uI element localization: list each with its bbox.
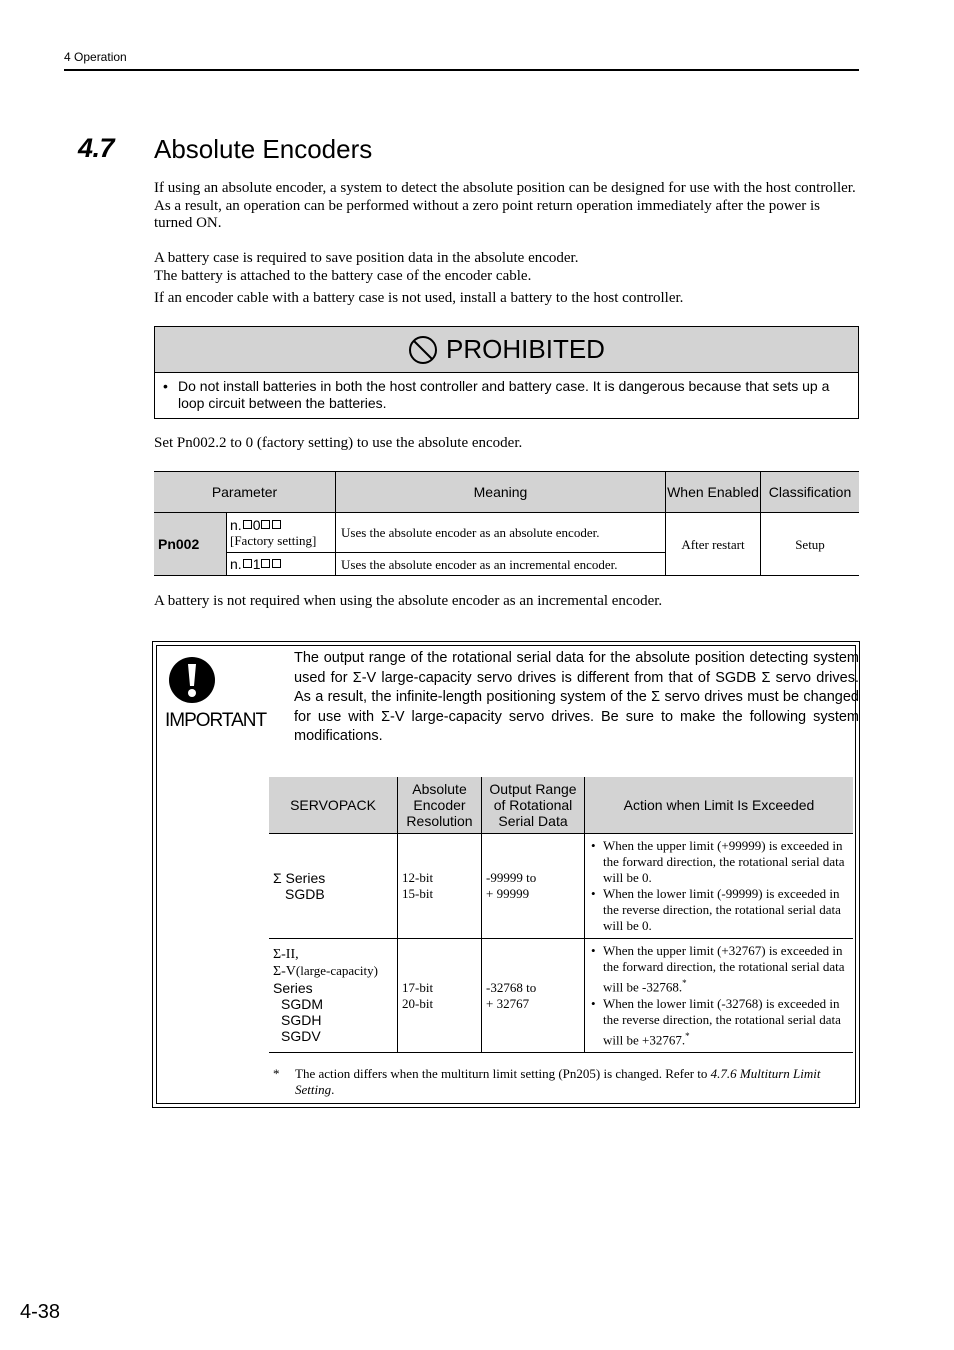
meaning-incremental: Uses the absolute encoder as an incremental encoder. (336, 553, 666, 576)
resolution-value: 20-bit (402, 995, 434, 1011)
servopack-table (269, 777, 853, 1053)
action-item: • When the lower limit (-32768) is exceeded in the reverse direction, the rotational serial data will be +32767.* (591, 995, 841, 1047)
resolution-cell (398, 834, 482, 939)
resolution-value: 12-bit (402, 870, 434, 885)
series-name: Σ Series (273, 870, 326, 886)
model-name: SGDB (285, 886, 325, 902)
digit-placeholder (272, 520, 281, 529)
important-box (152, 641, 860, 1108)
when-enabled-value: After restart (666, 513, 761, 576)
resolution-cell (398, 939, 482, 1053)
meaning-absolute: Uses the absolute encoder as an absolute encoder. (336, 513, 666, 553)
footnote-reference-link[interactable]: 4.7.6 Multiturn Limit Setting (295, 1066, 821, 1097)
section-number: 4.7 (78, 133, 115, 163)
header-parameter: Parameter (154, 472, 336, 513)
battery-paragraph-1: A battery case is required to save position data in the absolute encoder. (154, 250, 579, 266)
header-action: Action when Limit Is Exceeded (585, 777, 854, 834)
prohibited-title: PROHIBITED (446, 334, 605, 364)
resolution-value: 15-bit (402, 886, 434, 901)
page-number: 4-38 (20, 1301, 61, 1323)
header-classification: Classification (761, 472, 860, 513)
factory-setting-note: [Factory setting] (230, 532, 317, 548)
series-name: Σ-V(large-capacity) (273, 963, 378, 979)
battery-paragraph-2: The battery is attached to the battery case of the encoder cable. (154, 268, 532, 284)
param-code-cell (227, 513, 336, 553)
important-text: The output range of the rotational serial data for the absolute position detecting system used for Σ-V large-capacity servo drives is different from that of SGDB Σ servo drives. As a result, the infinite-length positioning system of the Σ servo drives must be changed for use with Σ-V large-capacity servo drives. Be sure to make the following system modifications. (294, 650, 859, 744)
range-value: -99999 to (486, 870, 537, 885)
important-icon (167, 656, 266, 732)
model-name: SGDV (281, 1028, 321, 1044)
header-resolution: Absolute Encoder Resolution (398, 777, 482, 834)
series-name: Σ-II, (273, 947, 299, 962)
action-item: • When the upper limit (+32767) is exceeded in the forward direction, the rotational serial data will be -32768.* (591, 943, 845, 995)
classification-value: Setup (761, 513, 860, 576)
digit-placeholder (272, 559, 281, 568)
important-label: IMPORTANT (165, 710, 267, 731)
bullet-mark: • (163, 378, 168, 394)
important-inner-frame (156, 645, 859, 1104)
prohibited-text: Do not install batteries in both the host controller and battery case. It is dangerous because that sets up a loop circuit between the batteries. (178, 378, 830, 411)
battery-paragraph-3: If an encoder cable with a battery case is not used, install a battery to the host controller. (154, 290, 684, 306)
resolution-value: 17-bit (402, 979, 434, 995)
parameter-table (154, 471, 859, 576)
running-header: 4 Operation (64, 50, 127, 64)
model-name: SGDH (281, 1012, 322, 1028)
action-item: • When the upper limit (+99999) is exceeded in the forward direction, the rotational serial data will be 0. (591, 838, 845, 885)
param-code-1: n. 1 (230, 557, 332, 572)
param-name: Pn002 (154, 513, 227, 576)
intro-paragraph: If using an absolute encoder, a system to detect the absolute position can be designed for use with the host controller. As a result, an operation can be performed without a zero point return operation immediately after the power is turned ON. (154, 180, 856, 231)
prohibited-icon (408, 335, 438, 365)
digit-placeholder (261, 559, 270, 568)
footnote (273, 1066, 853, 1098)
prohibited-bullet (155, 373, 858, 411)
incremental-note-paragraph: A battery is not required when using the absolute encoder as an incremental encoder. (154, 593, 663, 609)
footnote-text: The action differs when the multiturn limit setting (Pn205) is changed. Refer to 4.7.6 Multiturn Limit Setting. (295, 1066, 821, 1097)
range-value: -32768 to (486, 979, 537, 995)
action-cell (585, 834, 854, 939)
footnote-mark: * (273, 1066, 280, 1081)
digit-placeholder (243, 520, 252, 529)
header-servopack: SERVOPACK (269, 777, 398, 834)
range-cell (482, 939, 585, 1053)
param-code-cell (227, 553, 336, 576)
digit-placeholder (261, 520, 270, 529)
header-rule (64, 69, 859, 71)
range-value: + 99999 (486, 886, 530, 901)
action-cell (585, 939, 854, 1053)
header-when-enabled: When Enabled (666, 472, 761, 513)
action-item: • When the lower limit (-99999) is exceeded in the reverse direction, the rotational serial data will be 0. (591, 886, 841, 933)
series-label: Series (273, 980, 313, 996)
setting-paragraph: Set Pn002.2 to 0 (factory setting) to use the absolute encoder. (154, 435, 523, 451)
header-meaning: Meaning (336, 472, 666, 513)
range-cell (482, 834, 585, 939)
servopack-sigma2-cell (269, 939, 398, 1053)
servopack-sigma-cell (269, 834, 398, 939)
exclamation-icon (167, 656, 217, 704)
prohibited-box (154, 326, 859, 419)
header-output-range: Output Range of Rotational Serial Data (482, 777, 585, 834)
param-code-0: n. 0 (230, 518, 332, 533)
range-value: + 32767 (486, 995, 530, 1011)
prohibited-header (155, 327, 858, 373)
section-title: Absolute Encoders (154, 134, 373, 164)
digit-placeholder (243, 559, 252, 568)
model-name: SGDM (281, 996, 323, 1012)
